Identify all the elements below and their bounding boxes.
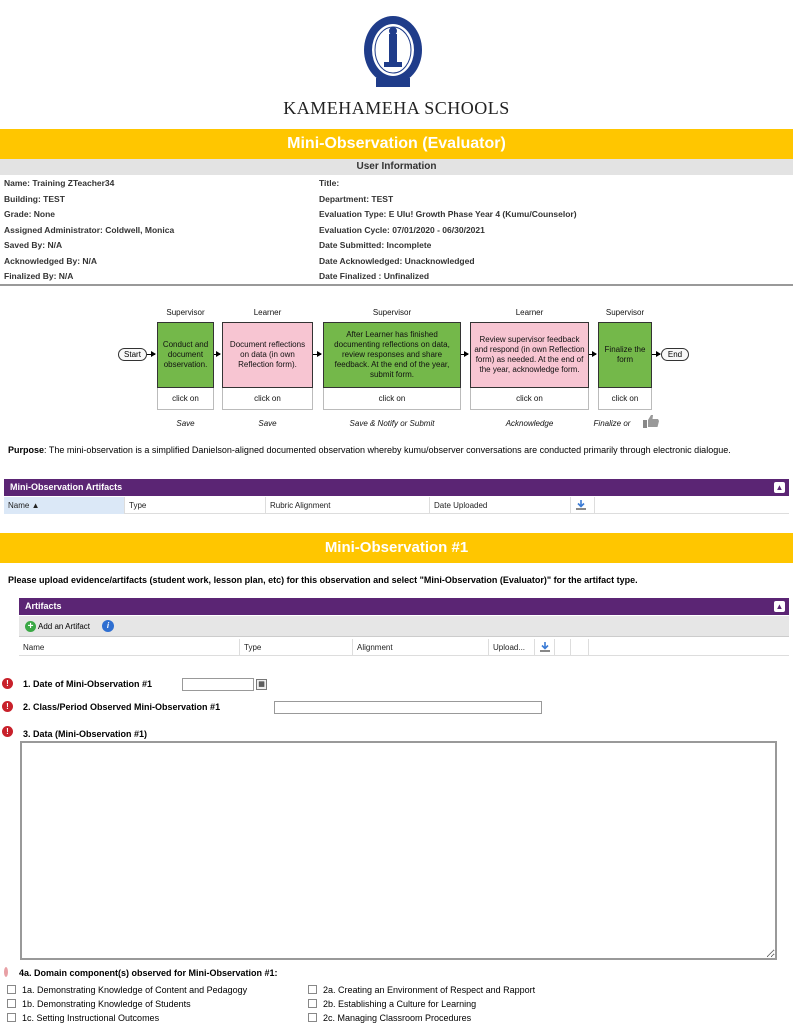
- observation-data-textarea[interactable]: [20, 741, 777, 960]
- user-info-heading: User Information: [0, 159, 793, 175]
- checkbox-label: 1b. Demonstrating Knowledge of Students: [22, 999, 191, 1009]
- required-icon: !: [2, 726, 13, 737]
- step5-click: click on: [598, 388, 652, 410]
- observation-title: Mini-Observation #1: [0, 533, 793, 563]
- arrow: [313, 354, 321, 355]
- step5-box: Finalize the form: [598, 322, 652, 388]
- info-finalized-by: Finalized By: N/A: [4, 271, 74, 281]
- info-icon[interactable]: i: [102, 620, 114, 632]
- class-period-input[interactable]: [274, 701, 542, 714]
- purpose-body: : The mini-observation is a simplified Danielson-aligned documented observation whereby kumu/observer conversations are conducted primarily through electronic dialogue.: [44, 445, 731, 455]
- end-node: End: [661, 348, 689, 361]
- spacer-column: [555, 639, 571, 656]
- panel-title: Mini-Observation Artifacts: [10, 482, 123, 492]
- checkbox[interactable]: [7, 999, 16, 1008]
- column-rubric-alignment[interactable]: Rubric Alignment: [266, 497, 430, 514]
- artifacts-header: [19, 598, 789, 615]
- column-upload[interactable]: Upload...: [489, 639, 535, 656]
- header-logo: [0, 10, 793, 120]
- add-icon[interactable]: +: [25, 621, 36, 632]
- step3-action: Save & Notify or Submit: [349, 419, 435, 428]
- download-column[interactable]: [535, 639, 555, 656]
- info-saved-by: Saved By: N/A: [4, 240, 63, 250]
- purpose-text: [8, 445, 778, 456]
- artifacts-title: Artifacts: [25, 601, 62, 611]
- info-evaluation-cycle: Evaluation Cycle: 07/01/2020 - 06/30/2021: [319, 224, 485, 235]
- user-info-table: [0, 176, 793, 285]
- column-name[interactable]: Name: [19, 639, 240, 656]
- info-date-finalized: Date Finalized : Unfinalized: [319, 271, 430, 281]
- download-icon[interactable]: [539, 641, 551, 653]
- purpose-label: Purpose: [8, 445, 45, 455]
- upload-instruction: Please upload evidence/artifacts (student work, lesson plan, etc) for this observation and select "Mini-Observation (Evaluator)" for the artifact type.: [8, 575, 638, 585]
- checkbox-2a[interactable]: [308, 985, 535, 995]
- mini-observation-artifacts-table-header: [4, 497, 789, 514]
- mini-observation-artifacts-header: [4, 479, 789, 496]
- checkbox[interactable]: [308, 1013, 317, 1022]
- arrow: [652, 354, 660, 355]
- step4-role: Learner: [515, 308, 544, 317]
- question-1-label: 1. Date of Mini-Observation #1: [23, 679, 153, 689]
- column-type[interactable]: Type: [125, 497, 266, 514]
- school-seal-icon: [362, 14, 424, 94]
- collapse-icon[interactable]: ▲: [775, 483, 784, 492]
- step3-click: click on: [323, 388, 461, 410]
- step1-box: Conduct and document observation.: [157, 322, 214, 388]
- question-4a-label: 4a. Domain component(s) observed for Mini-Observation #1:: [19, 968, 278, 978]
- checkbox[interactable]: [308, 999, 317, 1008]
- spacer-column: [571, 639, 589, 656]
- checkbox-2b[interactable]: [308, 999, 476, 1009]
- step5-action: Finalize or: [593, 419, 631, 428]
- checkbox-label: 2b. Establishing a Culture for Learning: [323, 999, 477, 1009]
- checkbox-label: 2c. Managing Classroom Procedures: [323, 1013, 472, 1023]
- step2-action: Save: [258, 419, 277, 428]
- workflow-diagram: [0, 300, 793, 435]
- arrow: [214, 354, 220, 355]
- arrow: [461, 354, 468, 355]
- step3-box: After Learner has finished documenting reflections on data, review responses and share feedback. At the end of the year, submit form.: [323, 322, 461, 388]
- form-title: Mini-Observation (Evaluator): [0, 129, 793, 159]
- info-grade: Grade: None: [4, 209, 56, 219]
- arrow: [147, 354, 155, 355]
- checkbox-1b[interactable]: [7, 999, 191, 1009]
- step1-action: Save: [176, 419, 195, 428]
- brand-name: KAMEHAMEHA SCHOOLS: [283, 98, 510, 118]
- step1-role: Supervisor: [166, 308, 205, 317]
- arrow: [589, 354, 596, 355]
- column-type[interactable]: Type: [240, 639, 353, 656]
- info-title: Title:: [319, 178, 340, 188]
- info-building: Building: TEST: [4, 193, 65, 204]
- checkbox-1a[interactable]: [7, 985, 247, 995]
- checkbox[interactable]: [7, 1013, 16, 1022]
- info-department: Department: TEST: [319, 193, 394, 204]
- column-name-sorted[interactable]: Name ▲: [4, 497, 125, 514]
- step2-box: Document reflections on data (in own Reflection form).: [222, 322, 313, 388]
- checkbox-2c[interactable]: [308, 1013, 471, 1023]
- artifacts-toolbar: [19, 616, 789, 637]
- question-2-label: 2. Class/Period Observed Mini-Observation #1: [23, 702, 221, 712]
- required-icon: !: [2, 678, 13, 689]
- download-icon[interactable]: [575, 499, 587, 511]
- checkbox-label: 2a. Creating an Environment of Respect and Rapport: [323, 985, 536, 995]
- step5-role: Supervisor: [605, 308, 645, 317]
- required-icon: !: [2, 701, 13, 712]
- step3-role: Supervisor: [372, 308, 412, 317]
- info-date-acknowledged: Date Acknowledged: Unacknowledged: [319, 255, 475, 266]
- step4-box: Review supervisor feedback and respond (in own Reflection form) as needed. At the end of the year, acknowledge form.: [470, 322, 589, 388]
- info-administrator: Assigned Administrator: Coldwell, Monica: [4, 224, 175, 235]
- calendar-icon[interactable]: ▦: [256, 679, 267, 690]
- checkbox-label: 1a. Demonstrating Knowledge of Content and Pedagogy: [22, 985, 248, 995]
- column-alignment[interactable]: Alignment: [353, 639, 489, 656]
- checkbox-1c[interactable]: [7, 1013, 159, 1023]
- info-acknowledged-by: Acknowledged By: N/A: [4, 255, 98, 266]
- question-3-label: 3. Data (Mini-Observation #1): [23, 729, 148, 739]
- info-evaluation-type: Evaluation Type: E Ulu! Growth Phase Year 4 (Kumu/Counselor): [319, 209, 577, 219]
- step4-click: click on: [470, 388, 589, 410]
- info-name: Name: Training ZTeacher34: [4, 178, 115, 188]
- thumbs-up-icon: [642, 414, 660, 428]
- required-icon: [4, 967, 8, 977]
- artifacts-table-header: [19, 639, 789, 656]
- divider: [0, 284, 793, 286]
- observation-date-input[interactable]: [182, 678, 254, 691]
- step1-click: click on: [157, 388, 214, 410]
- add-artifact-button[interactable]: Add an Artifact: [38, 622, 91, 631]
- checkbox-label: 1c. Setting Instructional Outcomes: [22, 1013, 160, 1023]
- collapse-icon[interactable]: ▲: [775, 602, 784, 611]
- checkbox[interactable]: [7, 985, 16, 994]
- info-date-submitted: Date Submitted: Incomplete: [319, 240, 432, 250]
- start-node: Start: [118, 348, 147, 361]
- checkbox[interactable]: [308, 985, 317, 994]
- step2-role: Learner: [253, 308, 282, 317]
- step4-action: Acknowledge: [505, 419, 554, 428]
- download-column[interactable]: [571, 497, 595, 514]
- column-date-uploaded[interactable]: Date Uploaded: [430, 497, 571, 514]
- step2-click: click on: [222, 388, 313, 410]
